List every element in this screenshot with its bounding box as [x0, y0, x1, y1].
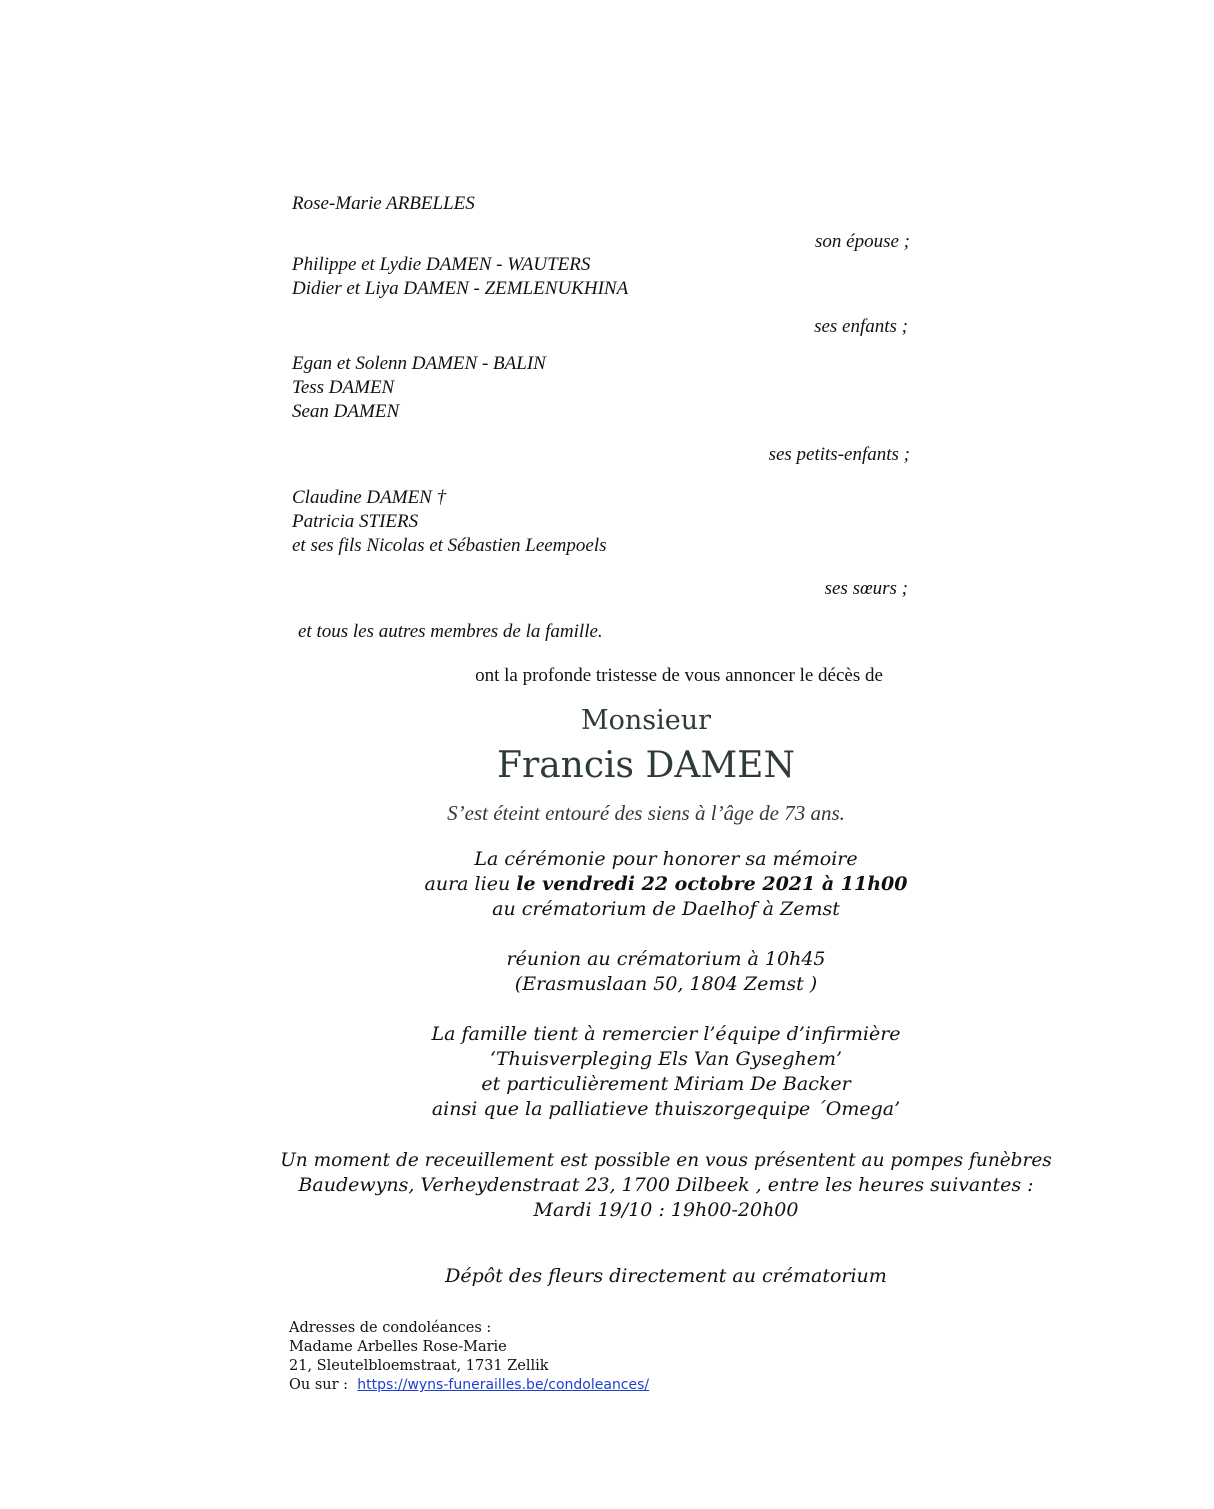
child-name: Philippe et Lydie DAMEN - WAUTERS	[292, 254, 591, 275]
sister-name: Patricia STIERS	[292, 511, 419, 532]
ceremony-date: le vendredi 22 octobre 2021 à 11h00	[516, 873, 908, 895]
child-name: Didier et Liya DAMEN - ZEMLENUKHINA	[292, 278, 629, 299]
grandchild-name: Egan et Solenn DAMEN - BALIN	[292, 353, 546, 374]
deceased-honorific: Monsieur	[580, 705, 712, 736]
visitation-line: Un moment de receuillement est possible en vous présentent au pompes funèbres	[280, 1150, 1052, 1171]
condolences-online-prefix: Ou sur :	[289, 1377, 349, 1393]
ceremony-location: au crématorium de Daelhof à Zemst	[492, 898, 840, 920]
grandchild-name: Sean DAMEN	[292, 401, 400, 422]
visitation-hours: Mardi 19/10 : 19h00-20h00	[533, 1199, 799, 1221]
flowers-note: Dépôt des fleurs directement au crématorium	[445, 1265, 887, 1287]
condolences-name: Madame Arbelles Rose-Marie	[289, 1339, 507, 1355]
deceased-subtitle: S’est éteint entouré des siens à l’âge de 73 ans.	[447, 801, 845, 825]
condolences-online	[289, 1376, 649, 1396]
spouse-name: Rose-Marie ARBELLES	[292, 193, 475, 214]
sisters-relation: ses sœurs ;	[824, 578, 908, 599]
ceremony-line: La cérémonie pour honorer sa mémoire	[474, 848, 858, 870]
ceremony-date-line	[0, 872, 1214, 897]
sister-name: Claudine DAMEN †	[292, 487, 447, 508]
grandchildren-relation: ses petits-enfants ;	[768, 444, 910, 465]
visitation-line: Baudewyns, Verheydenstraat 23, 1700 Dilbeek , entre les heures suivantes :	[298, 1174, 1034, 1196]
meeting-address: (Erasmuslaan 50, 1804 Zemst )	[514, 973, 818, 995]
announcement-intro: ont la profonde tristesse de vous annoncer le décès de	[475, 665, 883, 686]
other-family-members: et tous les autres membres de la famille.	[298, 621, 603, 642]
thanks-line: et particulièrement Miriam De Backer	[481, 1073, 851, 1095]
thanks-line: ainsi que la palliatieve thuiszorgequipe ´Omega’	[431, 1098, 901, 1120]
thanks-line: ‘Thuisverpleging Els Van Gyseghem’	[489, 1048, 843, 1070]
deceased-name: Francis DAMEN	[497, 745, 795, 786]
grandchild-name: Tess DAMEN	[292, 377, 395, 398]
spouse-relation: son épouse ;	[815, 231, 910, 252]
condolences-address: 21, Sleutelbloemstraat, 1731 Zellik	[289, 1358, 549, 1374]
ceremony-date-prefix: aura lieu	[424, 873, 517, 895]
condolences-link[interactable]: https://wyns-funerailles.be/condoleances/	[357, 1377, 650, 1393]
condolences-title: Adresses de condoléances :	[289, 1320, 492, 1336]
thanks-line: La famille tient à remercier l’équipe d’infirmière	[431, 1023, 901, 1045]
children-relation: ses enfants ;	[814, 316, 908, 337]
sister-name: et ses fils Nicolas et Sébastien Leempoels	[292, 535, 607, 556]
meeting-time: réunion au crématorium à 10h45	[506, 948, 826, 970]
